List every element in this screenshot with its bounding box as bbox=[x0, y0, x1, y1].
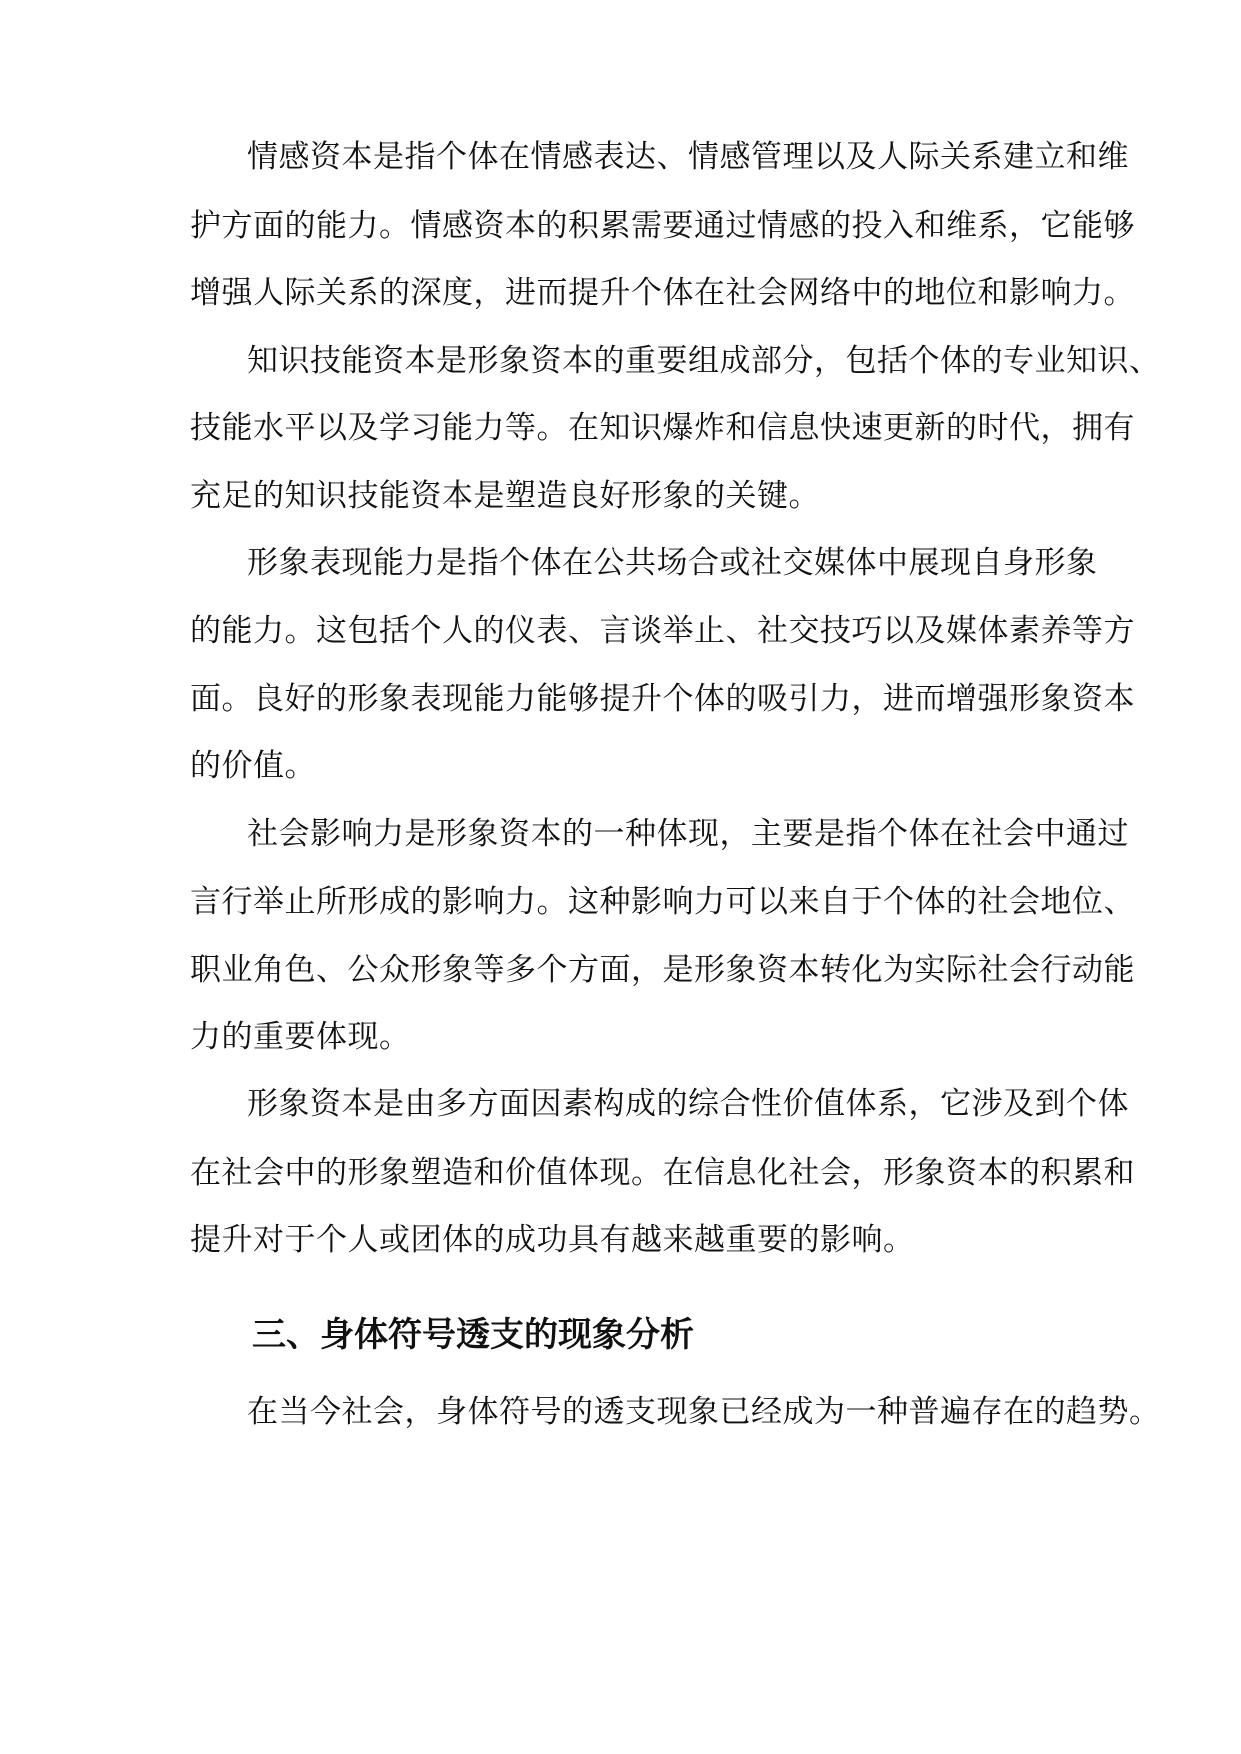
section-heading: 三、身体符号透支的现象分析 bbox=[252, 1315, 694, 1355]
paragraph-1-line-1: 情感资本是指个体在情感表达、情感管理以及人际关系建立和维 bbox=[247, 139, 1129, 175]
paragraph-3-line-1: 形象表现能力是指个体在公共场合或社交媒体中展现自身形象 bbox=[247, 545, 1098, 581]
paragraph-4-line-3: 职业角色、公众形象等多个方面，是形象资本转化为实际社会行动能 bbox=[190, 952, 1135, 988]
paragraph-5-line-3: 提升对于个人或团体的成功具有越来越重要的影响。 bbox=[190, 1222, 915, 1258]
paragraph-1-line-3: 增强人际关系的深度，进而提升个体在社会网络中的地位和影响力。 bbox=[190, 275, 1135, 311]
paragraph-6-line-1: 在当今社会，身体符号的透支现象已经成为一种普遍存在的趋势。 bbox=[247, 1394, 1161, 1430]
paragraph-3-line-2: 的能力。这包括个人的仪表、言谈举止、社交技巧以及媒体素养等方 bbox=[190, 613, 1135, 649]
paragraph-1-line-2: 护方面的能力。情感资本的积累需要通过情感的投入和维系，它能够 bbox=[190, 208, 1135, 244]
paragraph-5-line-2: 在社会中的形象塑造和价值体现。在信息化社会，形象资本的积累和 bbox=[190, 1155, 1135, 1191]
paragraph-3-line-3: 面。良好的形象表现能力能够提升个体的吸引力，进而增强形象资本 bbox=[190, 681, 1135, 717]
paragraph-4-line-4: 力的重要体现。 bbox=[190, 1019, 411, 1055]
paragraph-3-line-4: 的价值。 bbox=[190, 748, 316, 784]
paragraph-2-line-2: 技能水平以及学习能力等。在知识爆炸和信息快速更新的时代，拥有 bbox=[190, 410, 1135, 446]
paragraph-2-line-3: 充足的知识技能资本是塑造良好形象的关键。 bbox=[190, 478, 820, 514]
paragraph-5-line-1: 形象资本是由多方面因素构成的综合性价值体系，它涉及到个体 bbox=[247, 1086, 1129, 1122]
paragraph-2-line-1: 知识技能资本是形象资本的重要组成部分，包括个体的专业知识、 bbox=[247, 343, 1161, 379]
paragraph-4-line-2: 言行举止所形成的影响力。这种影响力可以来自于个体的社会地位、 bbox=[190, 884, 1135, 920]
paragraph-4-line-1: 社会影响力是形象资本的一种体现，主要是指个体在社会中通过 bbox=[247, 816, 1129, 852]
